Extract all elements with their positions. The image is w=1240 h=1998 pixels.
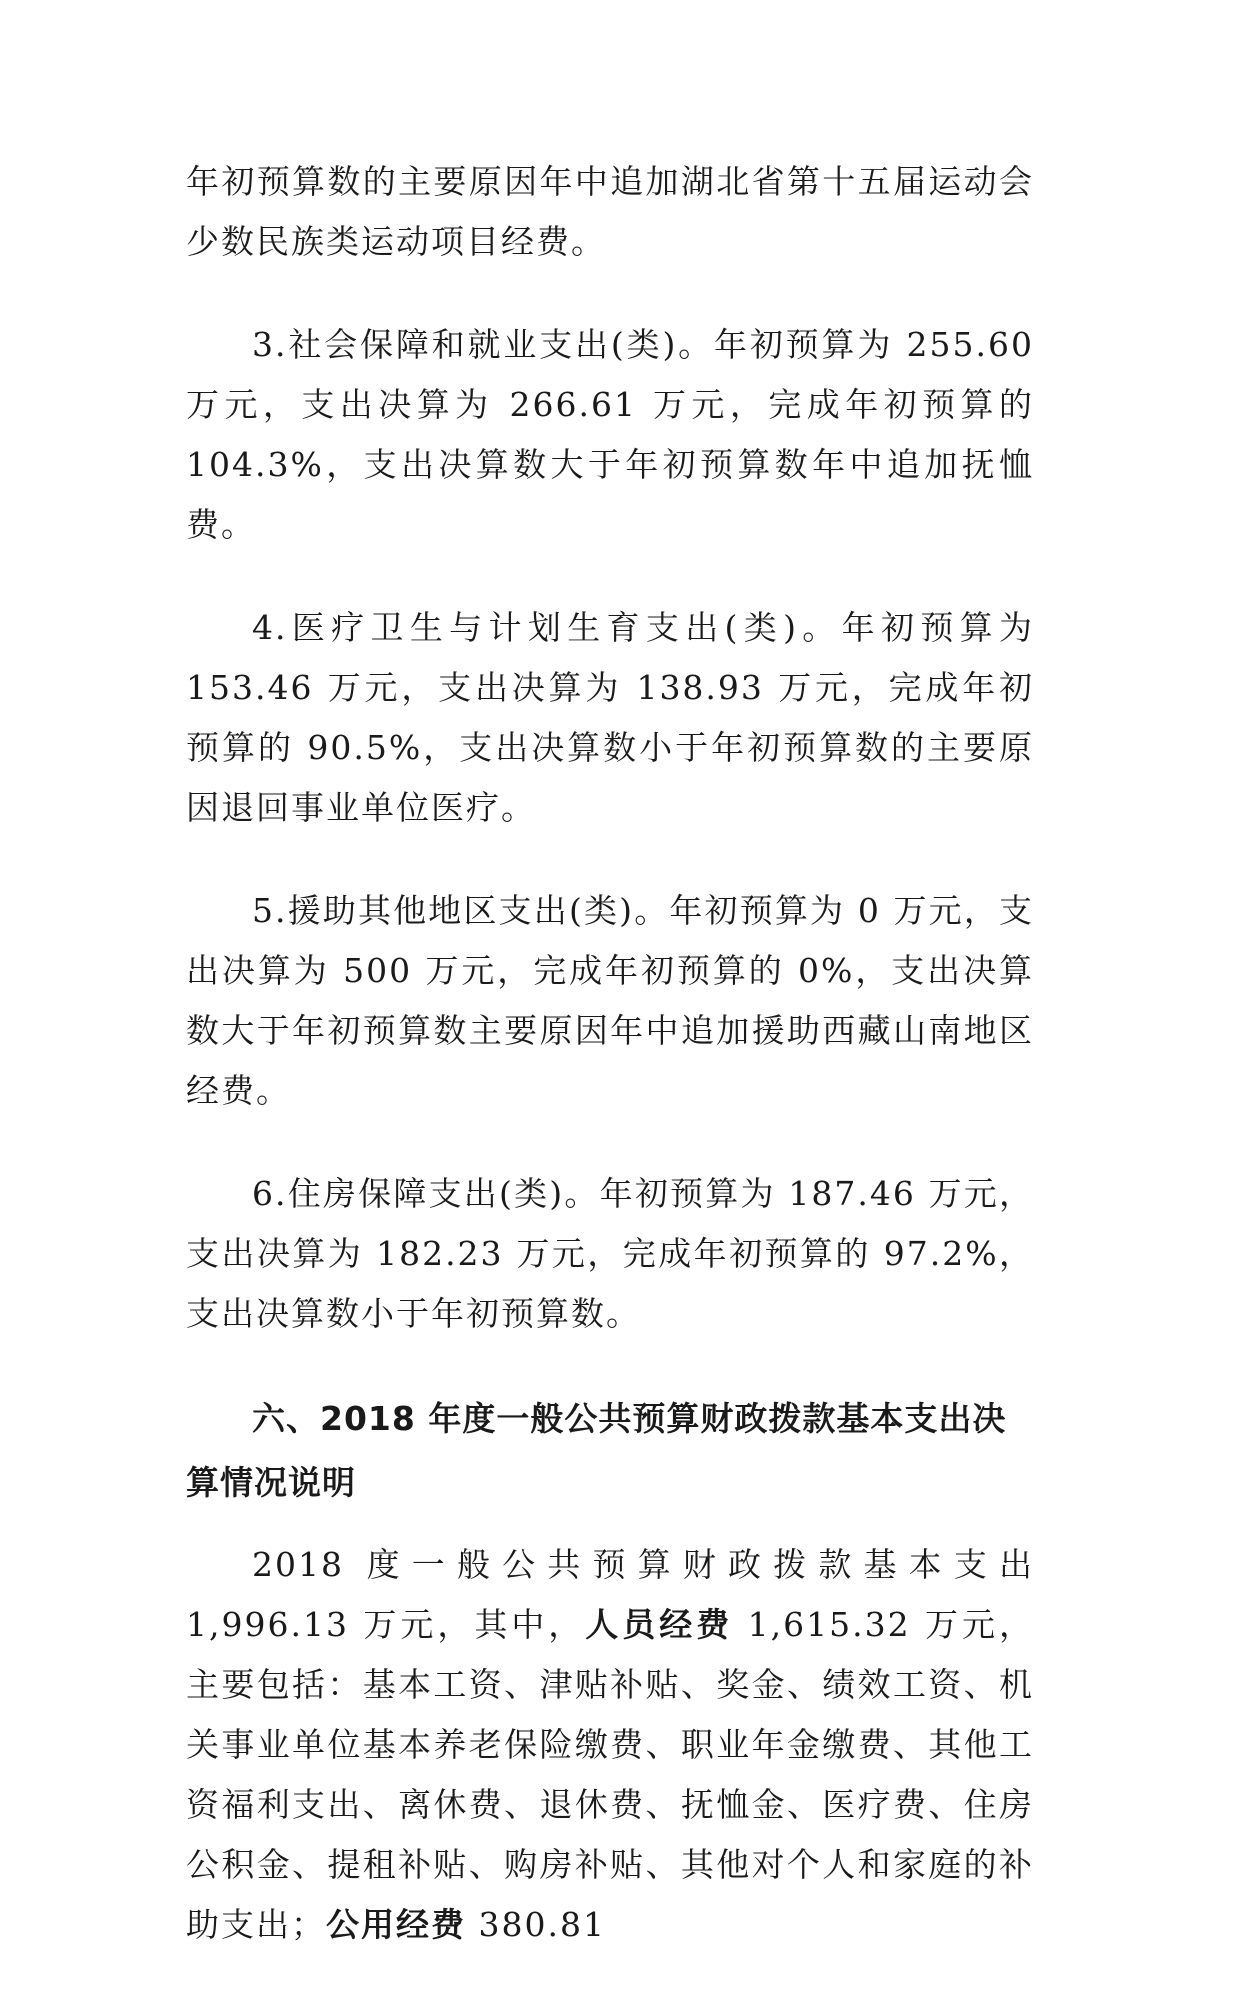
section-heading: 六、2018 年度一般公共预算财政拨款基本支出决算情况说明 [186, 1399, 1007, 1502]
paragraph-basic-expense [186, 1535, 1034, 1955]
paragraph-aid-other-regions: 5.援助其他地区支出(类)。年初预算为 0 万元，支出决算为 500 万元，完成年初预算的 0%，支出决算数大于年初预算数主要原因年中追加援助西藏山南地区经费。 [186, 891, 1034, 1110]
basic-expense-text-1: 2018 度一般公共预算财政拨款基本支出 1,996.13 万元，其中， [186, 1545, 1034, 1644]
paragraph-healthcare: 4.医疗卫生与计划生育支出(类)。年初预算为 153.46 万元，支出决算为 138.93 万元，完成年初预算的 90.5%，支出决算数小于年初预算数的主要原因退回事业单位医疗。 [186, 608, 1034, 827]
basic-expense-text-2: 1,615.32 万元，主要包括：基本工资、津贴补贴、奖金、绩效工资、机关事业单位基本养老保险缴费、职业年金缴费、其他工资福利支出、离休费、退休费、抚恤金、医疗费、住房公积金、提租补贴、购房补贴、其他对个人和家庭的补助支出； [186, 1605, 1035, 1944]
public-expense-label: 公用经费 [326, 1905, 466, 1944]
personnel-expense-label: 人员经费 [585, 1605, 734, 1644]
document-body [186, 152, 1034, 1998]
paragraph-social-security: 3.社会保障和就业支出(类)。年初预算为 255.60 万元，支出决算为 266.61 万元，完成年初预算的 104.3%，支出决算数大于年初预算数年中追加抚恤费。 [186, 325, 1034, 544]
basic-expense-text-3: 380.81 [466, 1905, 606, 1944]
paragraph-housing: 6.住房保障支出(类)。年初预算为 187.46 万元，支出决算为 182.23 万元，完成年初预算的 97.2%，支出决算数小于年初预算数。 [186, 1174, 1034, 1333]
paragraph-sports-funding: 年初预算数的主要原因年中追加湖北省第十五届运动会少数民族类运动项目经费。 [186, 162, 1034, 261]
